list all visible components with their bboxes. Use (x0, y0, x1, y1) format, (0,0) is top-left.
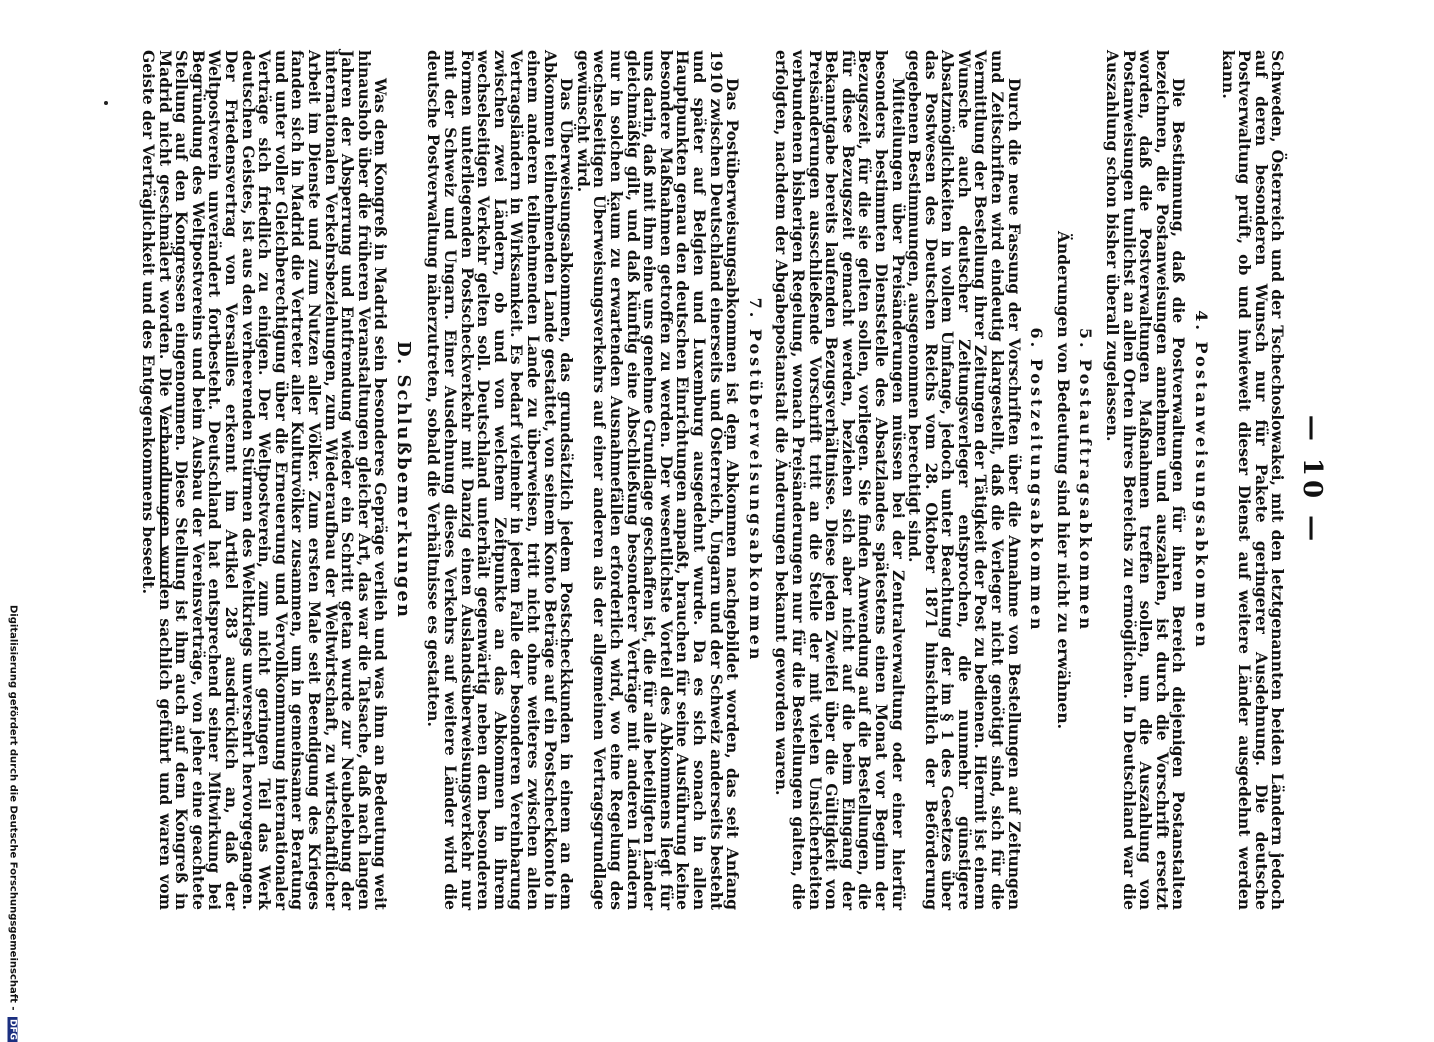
section-paragraph: Durch die neue Fassung der Vorschriften über die Annahme von Bestellungen auf Zeitungen und Zeitschriften wird eindeutig klargestellt, daß die Verleger nicht genötigt sind, sich für die Vermittlung der Bestellung ihrer Zeitungen der Tätigkeit der Post zu bedienen. Hiermit ist einem Wunsche auch deutscher Zeitungsverleger entsprochen, die nunmehr günstigere Absatzmöglichkeiten in vollem Umfange, jedoch unter Beachtung der im § 1 des Gesetzes über das Postwesen des Deutschen Reichs vom 28. Oktober 1871 hinsichtlich der Beförderung gegebenen Bestimmungen, ausgenommen berechtigt sind. (905, 50, 1024, 910)
section-postzeitung (773, 50, 1045, 910)
attribution-text: Digitalisierung gefördert durch die Deutsche Forschungsgemeinschaft - (7, 605, 19, 1011)
intro-paragraph: Schweden, Österreich und der Tschechoslowakei, mit den letztgenannten beiden Ländern jedoch auf deren besonderen Wunsch nur für Pakete geringerer Ausdehnung. Die deutsche Postverwaltung prüft, ob und inwieweit dieser Dienst auf weitere Länder ausgedehnt werden kann. (1218, 50, 1288, 910)
section-title: 4. Postanweisungsabkommen (1192, 310, 1212, 650)
dfg-logo-icon: DFG (7, 1019, 18, 1041)
page-text-block (139, 50, 1327, 910)
section-paragraph: Was dem Kongreß in Madrid sein besonderes Gepräge verlieh und was ihm an Bedeutung weit hinaushob über die früheren Veranstaltungen gleicher Art, das war die Tatsache, daß nach langen Jahren der Absperrung und Entfremdung wieder ein Schritt getan wurde zur Neubelebung der internationalen Verkehrsbeziehungen, zum Wiederaufbau der Weltwirtschaft, zu wirtschaftlicher Arbeit im Dienste und zum Nutzen aller Völker. Zum ersten Male seit Beendigung des Krieges fanden sich in Madrid die Vertreter aller Kulturvölker zusammen, um in gemeinsamer Beratung und unter voller Gleichberechtigung über die Erneuerung und Vervollkommnung internationaler Verträge sich friedlich zu einigen. Der Weltpostverein, zum nicht geringen Teil das Werk deutschen Geistes, ist aus den verheerenden Stürmen des Weltkriegs unversehrt hervorgegangen. Der Friedensvertrag von Versailles erkennt im Artikel 283 ausdrücklich an, daß der Weltpostverein unverändert fortbesteht. Deutschland hat entsprechend seiner Mitwirkung bei Begründung des Weltpostvereins und beim Ausbau der Vereinsverträge, von jeher eine geachtete Stellung auf den Kongressen eingenommen. Diese Stellung ist ihm auch auf dem Kongreß in Madrid nicht geschmälert worden. Die Verhandlungen wurden sachlich geführt und waren vom Geiste der Verträglichkeit und des Entgegenkommens beseelt. (139, 50, 391, 910)
scan-speck (104, 101, 108, 105)
section-title: 5. Postauftragsabkommen (1076, 327, 1096, 633)
section-postanweisung (1103, 50, 1212, 910)
section-paragraph: Das Postüberweisungsabkommen ist dem Abkommen nachgebildet worden, das seit Anfang 1910 zwischen Deutschland einerseits und Österreich, Ungarn und der Schweiz anderseits besteht und später auf Belgien und Luxemburg ausgedehnt wurde. Da es sich sonach in allen Hauptpunkten genau den deutschen Einrichtungen anpaßt, brauchen für seine Ausführung keine besondere Maßnahmen getroffen zu werden. Der wesentlichste Vorteil des Abkommens liegt für uns darin, daß mit ihm eine uns genehme Grundlage geschaffen ist, die für alle beteiligten Länder gleichmäßig gilt, und daß künftig eine Abschließung besonderer Verträge mit anderen Ländern nur in solchen kaum zu erwartenden Ausnahmefällen erforderlich wird, wo eine Regelung des wechselseitigen Überweisungsverkehrs auf einer anderen als der allgemeinen Vertragsgrundlage gewünscht wird. (573, 50, 743, 910)
section-title: 7. Postüberweisungsabkommen (745, 297, 765, 663)
section-paragraph: Die Bestimmung, daß die Postverwaltungen für ihren Bereich diejenigen Postanstalten bezeichnen, die Postanweisungen annehmen und auszahlen, ist durch die Vorschrift ersetzt worden, daß die Postverwaltungen Maßnahmen treffen sollen, um die Auszahlung von Postanweisungen tunlichst an allen Orten ihres Bereichs zu ermöglichen. In Deutschland war die Auszahlung schon bisher überall zugelassen. (1103, 50, 1189, 910)
page-number: — 10 — (1297, 414, 1327, 546)
section-postueberweisung (425, 50, 763, 910)
section-paragraph: Das Überweisungsabkommen, das grundsätzlich jedem Postscheckkunden in einem an dem Abkommen teilnehmenden Lande gestattet, von seinem Konto Beträge auf ein Postscheckkonto in einem anderen teilnehmenden Lande zu überweisen, tritt nicht ohne weiteres zwischen allen Vertragsländern in Wirksamkeit. Es bedarf vielmehr in jedem Falle der besonderen Vereinbarung zwischen zwei Ländern, ob und von welchem Zeitpunkte an das Abkommen in ihrem wechselseitigen Verkehr gelten soll. Deutschland unterhält gegenwärtig neben dem besonderen Formen unterliegenden Postscheckverkehr mit Danzig einen Auslandsüberweisungsverkehr nur mit der Schweiz und Ungarn. Einer Ausdehnung dieses Verkehrs auf weitere Länder wird die deutsche Postverwaltung näherzutreten, sobald die Verhältnisse es gestatten. (424, 50, 577, 910)
section-title: D. Schlußbemerkungen (392, 341, 414, 619)
section-postauftrag (1053, 50, 1096, 910)
digitization-attribution (4, 605, 22, 1041)
section-schlussbemerkungen (139, 50, 414, 910)
section-title: 6. Postzeitungsabkommen (1027, 327, 1047, 633)
section-paragraph: Änderungen von Bedeutung sind hier nicht zu erwähnen. (1053, 230, 1073, 729)
section-paragraph: Mitteilungen über Preisänderungen müssen bei der Zentralverwaltung oder einer hierfür besonders bestimmten Dienststelle des Absatzlandes spätestens einen Monat vor Beginn der Bezugszeit, für die sie gelten sollen, vorliegen. Sie finden Anwendung auf die Bestellungen, die für diese Bezugszeit gemacht werden, beziehen sich aber nicht auf die beim Eingang der Bekanntgabe bereits laufenden Bezugsverhältnisse. Diese jeden Zweifel über die Gültigkeit von Preisänderungen ausschließende Vorschrift tritt an die Stelle der mit vielen Unsicherheiten verbundenen bisherigen Regelung, wonach Preisänderungen nur für die Bestellungen galten, die erfolgten, nachdem der Abgabepostanstalt die Änderungen bekannt geworden waren. (772, 50, 908, 910)
